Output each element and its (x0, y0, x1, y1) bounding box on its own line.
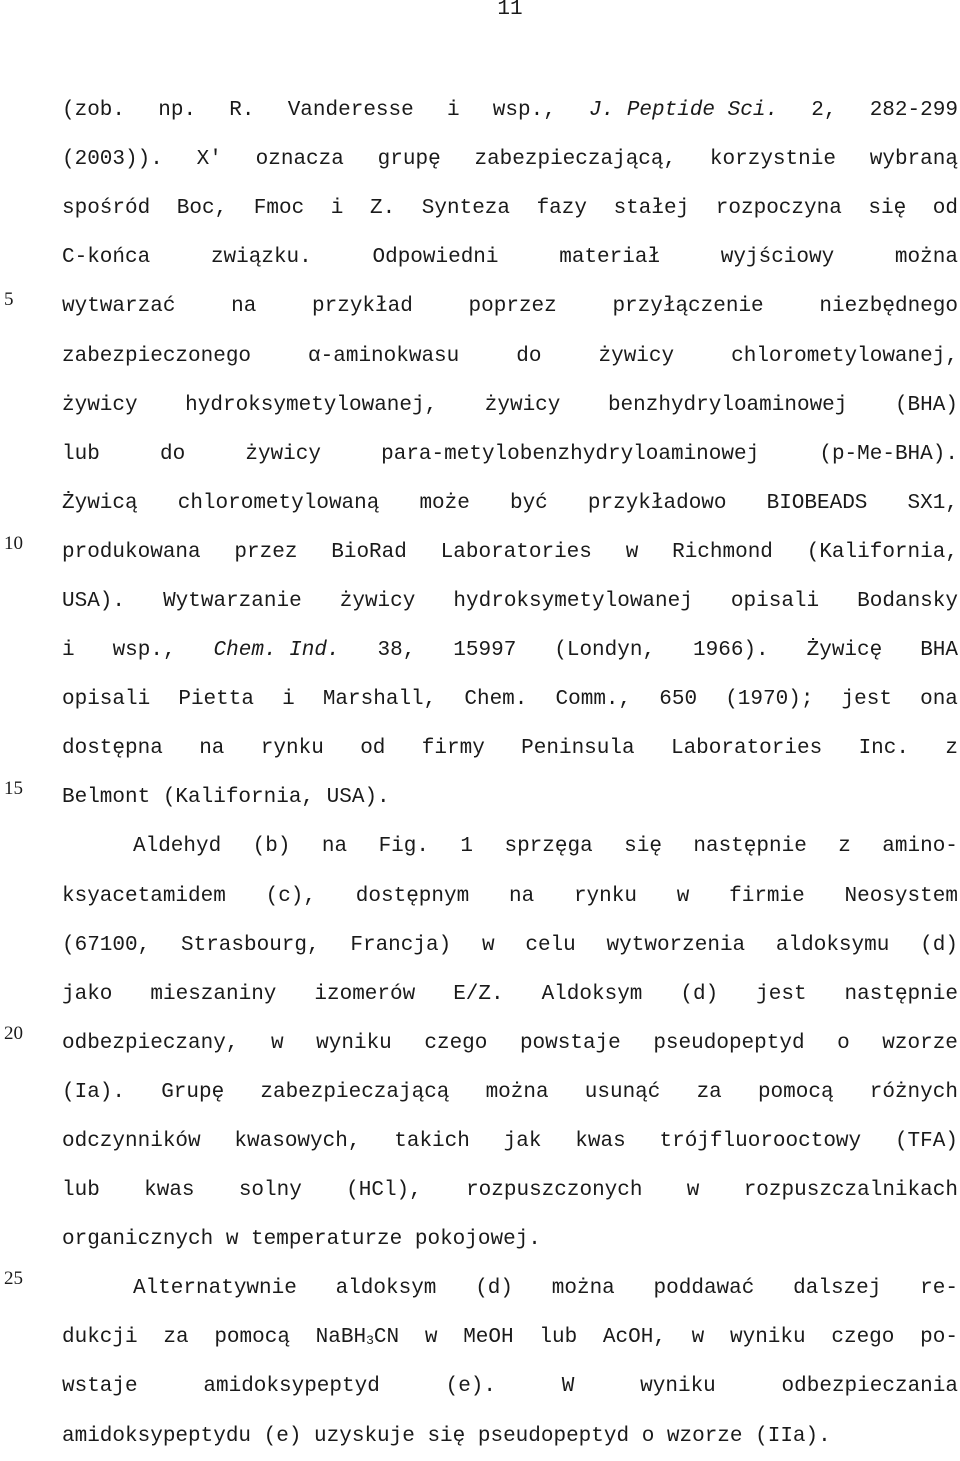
word: amino- (882, 835, 958, 859)
word: E/Z. (453, 982, 504, 1006)
word: pomocą (214, 1326, 290, 1350)
word: ksyacetamidem (62, 884, 226, 908)
word: Chem. (464, 688, 528, 712)
word: Vanderesse (287, 99, 414, 123)
word: i (62, 639, 75, 663)
word: rozpoczyna (715, 197, 842, 221)
word: 38, (377, 639, 416, 663)
word: w (424, 1326, 438, 1350)
word: wsp., (492, 99, 556, 123)
word: C-końca (62, 246, 151, 270)
word: żywicy (598, 344, 675, 368)
word: można (894, 246, 958, 270)
text-line (62, 1166, 958, 1215)
word: 1 (460, 835, 474, 859)
word: Marshall, (322, 688, 437, 712)
word: 650 (659, 688, 698, 712)
body-text (62, 86, 958, 1461)
text-line (62, 1117, 958, 1166)
word: następnie (844, 982, 958, 1006)
word: (Ia). (62, 1080, 126, 1104)
line-number: 10 (4, 533, 23, 554)
word: wytwarzać (62, 295, 176, 319)
word: Synteza (421, 197, 510, 221)
word: pseudopeptyd (477, 1424, 630, 1448)
word: i (282, 688, 295, 712)
word: (HCl), (346, 1179, 422, 1203)
word: benzhydryloaminowej (607, 393, 848, 417)
word: (Kalifornia, (806, 540, 958, 564)
word: (IIa). (755, 1424, 831, 1448)
text-line (62, 135, 958, 184)
word: na (231, 295, 257, 319)
word: amidoksypeptydu (62, 1424, 252, 1448)
word: usunąć (584, 1080, 661, 1104)
word: Neosystem (844, 884, 958, 908)
text-line (62, 1019, 958, 1068)
word: jako (62, 982, 113, 1006)
word: 2, (811, 99, 837, 123)
word: wzorze (882, 1031, 958, 1055)
word: X' (196, 148, 222, 172)
word: lub (62, 442, 100, 466)
word: Strasbourg, (180, 933, 320, 957)
word: i (446, 99, 460, 123)
word: (e) (263, 1424, 302, 1448)
text-line (62, 921, 958, 970)
word: hydroksymetylowanej (453, 589, 693, 613)
word: chlorometylowaną (177, 491, 380, 515)
word: po- (920, 1326, 958, 1350)
word: żywicy (484, 393, 561, 417)
word: (BHA) (894, 393, 958, 417)
word: firmy (421, 737, 485, 761)
word: oznacza (255, 148, 344, 172)
word: się (868, 197, 907, 221)
word: rozpuszczalnikach (743, 1179, 958, 1203)
word: chlorometylowanej, (731, 344, 958, 368)
word: stałej (613, 197, 690, 221)
text-line (62, 1264, 958, 1313)
word: rynku (573, 884, 637, 908)
word: odbezpieczany, (62, 1031, 239, 1055)
word: (d) (920, 933, 958, 957)
word: zabezpieczającą (260, 1080, 450, 1104)
word: spośród (62, 197, 151, 221)
word: w (271, 1031, 284, 1055)
word: dostępna (62, 737, 163, 761)
text-line (62, 528, 958, 577)
word: wsp., (112, 639, 176, 663)
word: związku. (210, 246, 312, 270)
word: kwasowych, (234, 1130, 361, 1154)
text-line (62, 822, 958, 871)
page-number: 11 (497, 0, 523, 21)
word: np. (158, 99, 197, 123)
text-line (62, 1215, 958, 1264)
word: uzyskuje (314, 1424, 415, 1448)
word: przykład (312, 295, 413, 319)
word: produkowana (62, 540, 201, 564)
text-line (62, 331, 958, 380)
line-number: 15 (4, 778, 23, 799)
word: solny (238, 1179, 302, 1203)
word: wzorze (666, 1424, 743, 1448)
word: na (508, 884, 535, 908)
word: czego (424, 1031, 488, 1055)
word: NaBH (315, 1326, 367, 1350)
word: dostępnym (355, 884, 470, 908)
text-line (62, 184, 958, 233)
word: α-aminokwasu (308, 344, 460, 368)
word: pokojowej. (414, 1228, 541, 1252)
text-line (62, 1313, 958, 1362)
line-number: 20 (4, 1023, 23, 1044)
word: przykładowo (587, 491, 727, 515)
word: od (360, 737, 386, 761)
word: Żywicą (62, 491, 138, 515)
word: kwas (575, 1130, 626, 1154)
word: w (481, 933, 495, 957)
word: poddawać (653, 1277, 755, 1301)
word: rynku (260, 737, 324, 761)
word: Belmont (62, 786, 151, 810)
word: 3 (366, 1333, 374, 1349)
text-line (62, 1362, 958, 1411)
word: od (932, 197, 958, 221)
word: materiał (559, 246, 661, 270)
word: niezbędnego (819, 295, 958, 319)
word: USA). (62, 589, 126, 613)
text-line (62, 970, 958, 1019)
word: się (624, 835, 662, 859)
word: przez (234, 540, 298, 564)
word: (2003)). (62, 148, 163, 172)
text-line (62, 381, 958, 430)
word: poprzez (468, 295, 557, 319)
word: (c), (265, 884, 317, 908)
word: żywicy (339, 589, 416, 613)
word: być (509, 491, 548, 515)
text-line (62, 1412, 958, 1461)
word: grupę (377, 148, 441, 172)
word: Aldehyd (133, 835, 222, 859)
word: (e). (445, 1375, 497, 1399)
word: Grupę (161, 1080, 225, 1104)
word: opisali (62, 688, 151, 712)
word: Comm., (555, 688, 632, 712)
word: odbezpieczania (781, 1375, 958, 1399)
word: można (551, 1277, 615, 1301)
word: zabezpieczonego (62, 344, 252, 368)
word: (Londyn, (554, 639, 656, 663)
word: następnie (693, 835, 807, 859)
word: można (485, 1080, 549, 1104)
word: czego (831, 1326, 895, 1350)
text-line (62, 86, 958, 135)
word: 1966). (693, 639, 769, 663)
word: z (838, 835, 851, 859)
word: BHA (920, 639, 958, 663)
word: (d) (475, 1277, 513, 1301)
word: Peninsula (521, 737, 635, 761)
word: jak (503, 1130, 542, 1154)
word: USA). (326, 786, 390, 810)
text-line (62, 282, 958, 331)
word: firmie (729, 884, 805, 908)
word: powstaje (519, 1031, 621, 1055)
word: może (419, 491, 470, 515)
word: pomocą (757, 1080, 834, 1104)
word: (p-Me-BHA). (819, 442, 958, 466)
word: amidoksypeptyd (203, 1375, 380, 1399)
word: Z. (369, 197, 396, 221)
word: temperaturze (251, 1228, 403, 1252)
word: rozpuszczonych (466, 1179, 643, 1203)
word: wytworzenia (606, 933, 746, 957)
word: do (516, 344, 542, 368)
word: Bodansky (857, 589, 958, 613)
word: Richmond (672, 540, 773, 564)
formula-nabh3cn (316, 1326, 399, 1349)
word: korzystnie (709, 148, 836, 172)
word: żywicy (62, 393, 138, 417)
word: Chem. Ind. (213, 639, 340, 663)
text-line (62, 233, 958, 282)
word: aldoksym (335, 1277, 437, 1301)
word: (67100, (62, 933, 151, 957)
word: w (676, 884, 690, 908)
word: aldoksymu (775, 933, 890, 957)
text-line (62, 430, 958, 479)
word: izomerów (314, 982, 416, 1006)
word: Aldoksym (541, 982, 643, 1006)
word: 282-299 (869, 99, 958, 123)
word: R. (229, 99, 255, 123)
word: CN (373, 1326, 400, 1350)
word: za (696, 1080, 722, 1104)
word: lub (539, 1326, 578, 1350)
word: Fig. (378, 835, 429, 859)
text-line (62, 1068, 958, 1117)
word: się (427, 1424, 466, 1448)
word: 15997 (453, 639, 517, 663)
word: lub (62, 1179, 100, 1203)
word: (Kalifornia, (162, 786, 315, 810)
word: W (561, 1375, 575, 1399)
line-number: 5 (4, 289, 14, 310)
word: wyniku (640, 1375, 716, 1399)
word: wybraną (869, 148, 958, 172)
word: na (321, 835, 348, 859)
word: dukcji (62, 1326, 138, 1350)
word: wyniku (316, 1031, 392, 1055)
word: wyjściowy (720, 246, 835, 270)
word: fazy (536, 197, 587, 221)
word: w (225, 1228, 239, 1252)
text-line (62, 577, 958, 626)
word: (d) (680, 982, 719, 1006)
word: Laboratories (670, 737, 823, 761)
word: i (330, 197, 344, 221)
word: o (837, 1031, 850, 1055)
text-line (62, 626, 958, 675)
word: SX1, (907, 491, 958, 515)
word: para-metylobenzhydryloaminowej (381, 442, 760, 466)
word: przyłączenie (612, 295, 764, 319)
word: BioRad (331, 540, 407, 564)
word: (TFA) (894, 1130, 958, 1154)
word: (b) (252, 835, 291, 859)
word: Wytwarzanie (163, 589, 302, 613)
text-line (62, 872, 958, 921)
word: ona (920, 688, 958, 712)
word: J. Peptide Sci. (589, 99, 779, 123)
word: BIOBEADS (766, 491, 868, 515)
word: trójfluorooctowy (659, 1130, 862, 1154)
word: Inc. (858, 737, 909, 761)
word: w (691, 1326, 705, 1350)
word: sprzęga (504, 835, 593, 859)
word: wstaje (62, 1375, 138, 1399)
word: zabezpieczającą, (474, 148, 677, 172)
word: celu (525, 933, 576, 957)
word: Fmoc (253, 197, 305, 221)
word: organicznych (62, 1228, 214, 1252)
line-number: 25 (4, 1268, 23, 1289)
text-line (62, 724, 958, 773)
text-line (62, 773, 958, 822)
word: żywicy (245, 442, 321, 466)
word: kwas (144, 1179, 195, 1203)
word: o (641, 1424, 655, 1448)
word: re- (920, 1277, 958, 1301)
word: mieszaniny (150, 982, 277, 1006)
word: Francja) (350, 933, 452, 957)
word: wyniku (730, 1326, 806, 1350)
word: Boc, (176, 197, 228, 221)
word: za (163, 1326, 189, 1350)
word: odczynników (62, 1130, 201, 1154)
text-line (62, 675, 958, 724)
word: (1970); (725, 688, 814, 712)
word: (zob. (62, 99, 126, 123)
text-line (62, 479, 958, 528)
word: jest (756, 982, 807, 1006)
word: do (159, 442, 186, 466)
word: jest (841, 688, 892, 712)
word: w (686, 1179, 700, 1203)
word: takich (394, 1130, 470, 1154)
word: dalszej (793, 1277, 882, 1301)
word: na (199, 737, 225, 761)
word: hydroksymetylowanej, (185, 393, 438, 417)
word: Alternatywnie (133, 1277, 297, 1301)
word: różnych (869, 1080, 958, 1104)
word: opisali (730, 589, 820, 613)
word: Odpowiedni (372, 246, 499, 270)
word: Laboratories (440, 540, 592, 564)
word: w (625, 540, 639, 564)
word: Żywicę (806, 639, 883, 663)
word: pseudopeptyd (653, 1031, 805, 1055)
word: z (945, 737, 958, 761)
word: AcOH, (602, 1326, 666, 1350)
word: Pietta (178, 688, 254, 712)
word: MeOH (463, 1326, 514, 1350)
